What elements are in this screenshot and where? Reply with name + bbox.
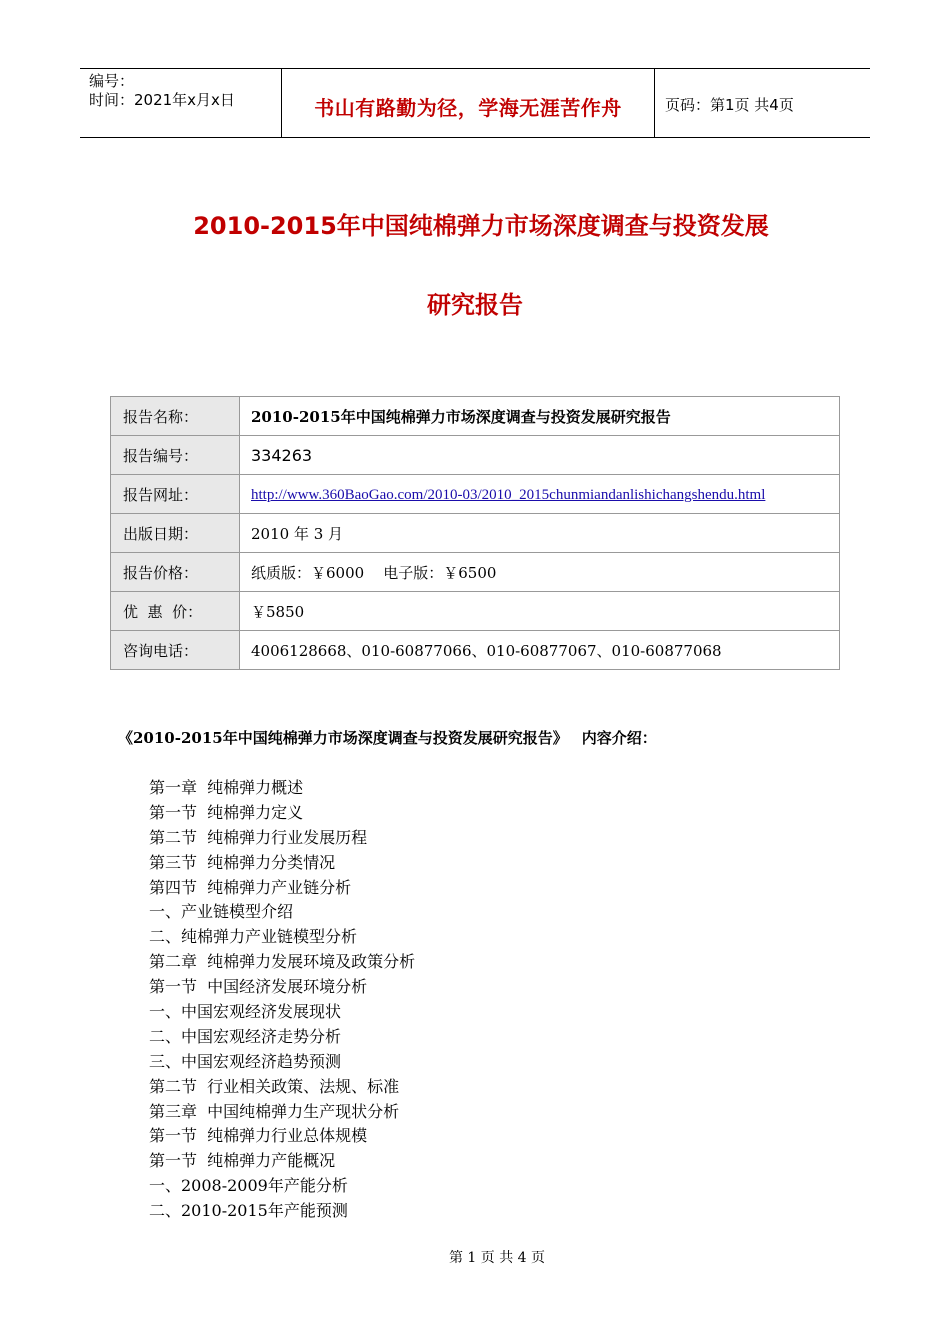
toc-item: 第三节 纯棉弹力分类情况 [149,852,336,872]
info-value-price: 纸质版：￥6000 电子版：￥6500 [240,553,840,592]
toc-item: 第二章 纯棉弹力发展环境及政策分析 [149,952,416,972]
toc-item: 二、纯棉弹力产业链模型分析 [149,927,358,947]
toc-item: 第一节 纯棉弹力产能概况 [149,1151,336,1171]
footer-page-number: 第 1 页 共 4 页 [448,1250,546,1266]
toc-item: 二、2010-2015年产能预测 [149,1201,348,1221]
toc-item: 第一节 纯棉弹力行业总体规模 [149,1126,368,1146]
report-title-line-2: 研究报告 [427,291,523,319]
toc-item: 第四节 纯棉弹力产业链分析 [149,877,352,897]
info-row-name [111,397,840,436]
toc-item: 第一节 纯棉弹力定义 [149,802,304,822]
info-row-date [111,514,840,553]
page-header [80,68,870,138]
page-footer [0,1247,950,1267]
toc-item: 第二节 行业相关政策、法规、标准 [149,1076,400,1096]
info-label-phone: 咨询电话： [111,631,240,670]
info-label-name: 报告名称： [111,397,240,436]
toc-item: 第二节 纯棉弹力行业发展历程 [149,827,368,847]
info-row-phone [111,631,840,670]
toc-item: 第一章 纯棉弹力概述 [149,778,304,797]
table-of-contents [149,776,415,1224]
toc-item: 第三章 中国纯棉弹力生产现状分析 [149,1101,400,1121]
info-value-code: 334263 [240,436,840,475]
info-row-discount [111,592,840,631]
document-number: 编号： [89,72,135,90]
toc-item: 一、产业链模型介绍 [149,902,294,922]
info-value-date: 2010 年 3 月 [240,514,840,553]
info-label-url: 报告网址： [111,475,240,514]
info-row-url [111,475,840,514]
info-value-name: 2010-2015年中国纯棉弹力市场深度调查与投资发展研究报告 [240,397,840,436]
toc-item: 二、中国宏观经济走势分析 [149,1026,342,1046]
header-page-number: 页码：第1页 共4页 [665,96,794,114]
info-label-date: 出版日期： [111,514,240,553]
header-page-cell [655,69,870,137]
info-label-discount: 优 惠 价： [111,592,240,631]
header-meta-cell [80,69,282,137]
toc-item: 一、中国宏观经济发展现状 [149,1002,342,1022]
content-intro-heading [118,727,657,748]
info-label-price: 报告价格： [111,553,240,592]
toc-item: 一、2008-2009年产能分析 [149,1176,348,1196]
info-value-url-cell [240,475,840,514]
info-label-code: 报告编号： [111,436,240,475]
toc-item: 第一节 中国经济发展环境分析 [149,977,368,997]
report-url-link[interactable]: http://www.360BaoGao.com/2010-03/2010_2015chunmiandanlishichangshendu.html [251,486,766,503]
info-row-code [111,436,840,475]
header-motto-cell [282,69,655,137]
intro-book-title: 《2010-2015年中国纯棉弹力市场深度调查与投资发展研究报告》 [118,729,568,747]
intro-suffix: 内容介绍： [581,729,657,747]
report-info-table [110,396,840,670]
toc-item: 三、中国宏观经济趋势预测 [149,1051,342,1071]
info-row-price [111,553,840,592]
info-value-discount: ￥5850 [240,592,840,631]
header-motto: 书山有路勤为径，学海无涯苦作舟 [314,96,622,120]
report-title-line-1: 2010-2015年中国纯棉弹力市场深度调查与投资发展 [193,212,769,240]
document-time: 时间：2021年x月x日 [89,91,235,109]
info-value-phone: 4006128668、010-60877066、010-60877067、010-60877068 [240,631,840,670]
